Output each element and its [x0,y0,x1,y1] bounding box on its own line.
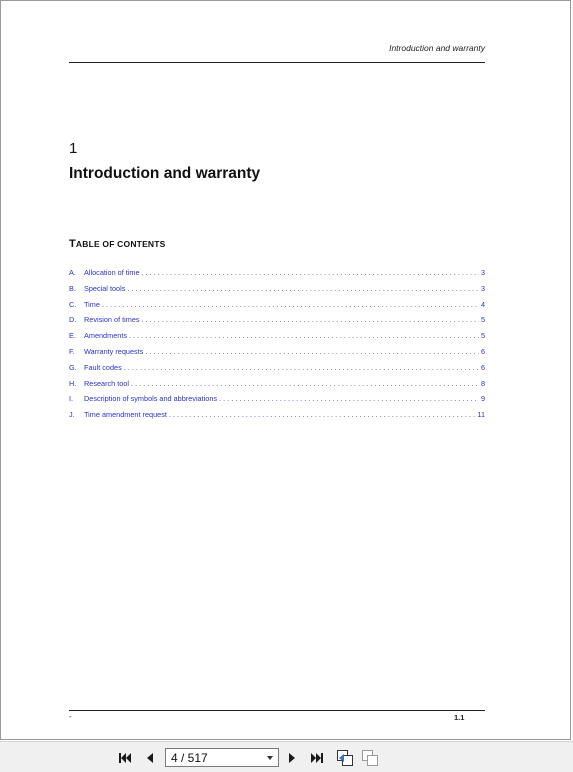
toc-item-fault-codes[interactable] [69,363,485,379]
toc-item-warranty-requests[interactable] [69,347,485,363]
previous-page-icon [143,751,157,765]
footer-rule [69,710,485,711]
toc-letter: J. [69,410,75,420]
toc-title: Time [84,299,100,309]
footer-left-mark: - [69,712,72,721]
toc-page: 5 [480,331,485,341]
toc-page: 6 [480,362,485,372]
toc-letter: D. [69,315,77,325]
toc-heading [69,238,166,250]
toc-title: Fault codes [84,362,122,372]
toc-title: Research tool [84,378,130,388]
toc-page: 6 [480,346,485,356]
toc-item-time[interactable] [69,300,485,316]
chapter-title: Introduction and warranty [69,165,261,182]
last-page-button[interactable] [310,751,324,765]
toc-item-special-tools[interactable] [69,284,485,300]
toc-letter: I. [69,394,74,404]
page-number-select[interactable] [165,748,279,767]
toc-letter: B. [69,283,76,293]
first-page-icon [118,751,132,765]
toc-title: Special tools [84,283,126,293]
toc-page: 11 [477,410,485,420]
toc-letter: H. [69,378,77,388]
toc-title: Description of symbols and abbreviations [84,394,218,404]
toc-title: Amendments [84,331,127,341]
last-page-icon [310,751,324,765]
toc-letter: C. [69,299,77,309]
toc-page: 9 [480,394,485,404]
toc-page: 3 [480,283,485,293]
toc-leader-dots [142,315,479,324]
running-header: Introduction and warranty [389,43,485,53]
toc-page: 8 [480,378,485,388]
toc-leader-dots [131,379,479,388]
toc-leader-dots [169,410,476,419]
toc-page: 3 [480,268,485,277]
toc-item-amendments[interactable] [69,331,485,347]
toc-leader-dots [129,331,479,340]
next-page-icon [285,751,299,765]
toc-item-time-amendment-request[interactable] [69,410,485,426]
viewer-toolbar [0,741,573,772]
previous-page-button[interactable] [143,751,157,765]
toc-letter: G. [69,362,77,372]
toc-leader-dots [219,394,479,403]
toc-page: 5 [480,315,485,325]
toc-item-research-tool[interactable] [69,379,485,395]
toc-letter: F. [69,346,75,356]
toc-letter: E. [69,331,76,341]
first-page-button[interactable] [118,751,132,765]
toc-title: Warranty requests [84,346,144,356]
go-forward-view-button[interactable] [361,749,379,767]
go-back-view-button[interactable] [336,749,354,767]
go-forward-view-icon [361,749,379,767]
toc-page: 4 [480,299,485,309]
toc-title: Allocation of time [84,268,140,277]
toc-item-revision-of-times[interactable] [69,315,485,331]
toc-heading-initial: T [69,238,76,250]
chapter-number: 1 [69,140,78,157]
go-back-view-icon [336,749,354,767]
toc-leader-dots [102,300,479,309]
toc-leader-dots [145,347,479,356]
header-rule [69,62,485,63]
toc-item-description-of-symbols[interactable] [69,394,485,410]
page-indicator: 4 / 517 [171,751,208,765]
toc-leader-dots [142,268,479,277]
toc-item-allocation-of-time[interactable] [69,268,485,284]
toc-title: Revision of times [84,315,140,325]
toc-leader-dots [124,363,479,372]
next-page-button[interactable] [285,751,299,765]
toc-title: Time amendment request [84,410,167,420]
chevron-down-icon[interactable] [265,751,275,764]
toc-heading-rest: ABLE OF CONTENTS [75,239,166,249]
footer-page-number: 1.1 [454,713,465,722]
toc-letter: A. [69,268,76,277]
toc-leader-dots [127,284,479,293]
table-of-contents [69,268,485,426]
